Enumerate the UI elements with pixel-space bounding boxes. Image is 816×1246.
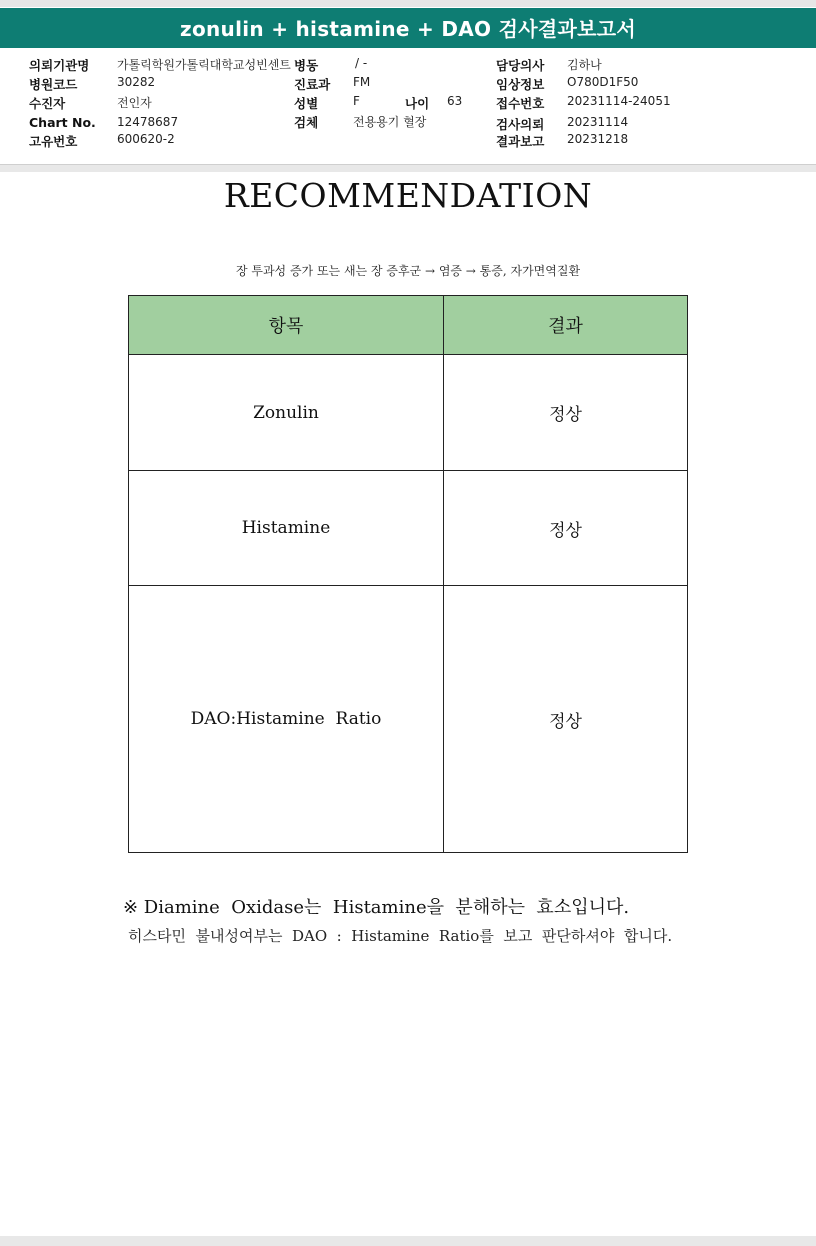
- table-row: [129, 586, 688, 853]
- hospital-code-label: 병원코드: [29, 77, 78, 92]
- department-label: 진료과: [294, 77, 331, 92]
- result-table: [128, 295, 688, 853]
- cell-item: DAO:Histamine Ratio: [129, 586, 444, 853]
- top-strip: [0, 0, 816, 7]
- patient-label: 수진자: [29, 96, 66, 111]
- report-date-label: 결과보고: [496, 134, 545, 149]
- header-item: 항목: [129, 296, 444, 355]
- table-row: [129, 471, 688, 586]
- report-title: zonulin + histamine + DAO 검사결과보고서: [0, 8, 816, 48]
- cell-item: Histamine: [129, 471, 444, 586]
- table-header-row: [129, 296, 688, 355]
- unique-no-label: 고유번호: [29, 134, 78, 149]
- page-title: RECOMMENDATION: [223, 176, 593, 215]
- bottom-strip: [0, 1236, 816, 1246]
- cell-item: Zonulin: [129, 355, 444, 471]
- age-value: 63: [447, 94, 463, 108]
- note-line-1: ※ Diamine Oxidase는 Histamine을 분해하는 효소입니다.: [123, 897, 630, 918]
- cell-result: 정상: [444, 355, 688, 471]
- chart-no-value: 12478687: [117, 115, 179, 129]
- patient-info-panel: [0, 50, 816, 164]
- institution-value: 가톨릭학원가톨릭대학교성빈센트: [117, 58, 291, 72]
- header-result: 결과: [444, 296, 688, 355]
- report-date-value: 20231218: [567, 132, 629, 146]
- institution-label: 의뢰기관명: [29, 58, 90, 73]
- request-date-value: 20231114: [567, 115, 629, 129]
- cell-result: 정상: [444, 586, 688, 853]
- request-date-label: 검사의뢰: [496, 117, 545, 132]
- clinical-info-label: 임상정보: [496, 77, 545, 92]
- doctor-label: 담당의사: [496, 58, 545, 73]
- unique-no-value: 600620-2: [117, 132, 175, 146]
- specimen-label: 검체: [294, 115, 319, 130]
- subtitle: 장 투과성 증가 또는 새는 장 증후군 → 염증 → 통증, 자가면역질환: [235, 264, 581, 278]
- ward-value: / -: [355, 56, 368, 70]
- receipt-no-value: 20231114-24051: [567, 94, 671, 108]
- specimen-value: 전용용기 혈장: [353, 115, 427, 129]
- patient-value: 전인자: [117, 96, 152, 110]
- department-value: FM: [353, 75, 371, 89]
- section-divider: [0, 164, 816, 172]
- note-line-2: 히스타민 불내성여부는 DAO : Histamine Ratio를 보고 판단하셔야 합니다.: [128, 927, 673, 945]
- doctor-value: 김하나: [567, 58, 602, 72]
- ward-label: 병동: [294, 58, 319, 73]
- age-label: 나이: [405, 96, 430, 111]
- table-row: [129, 355, 688, 471]
- receipt-no-label: 접수번호: [496, 96, 545, 111]
- cell-result: 정상: [444, 471, 688, 586]
- sex-label: 성별: [294, 96, 319, 111]
- sex-value: F: [353, 94, 360, 108]
- chart-no-label: Chart No.: [29, 115, 96, 130]
- hospital-code-value: 30282: [117, 75, 156, 89]
- clinical-info-value: O780D1F50: [567, 75, 639, 89]
